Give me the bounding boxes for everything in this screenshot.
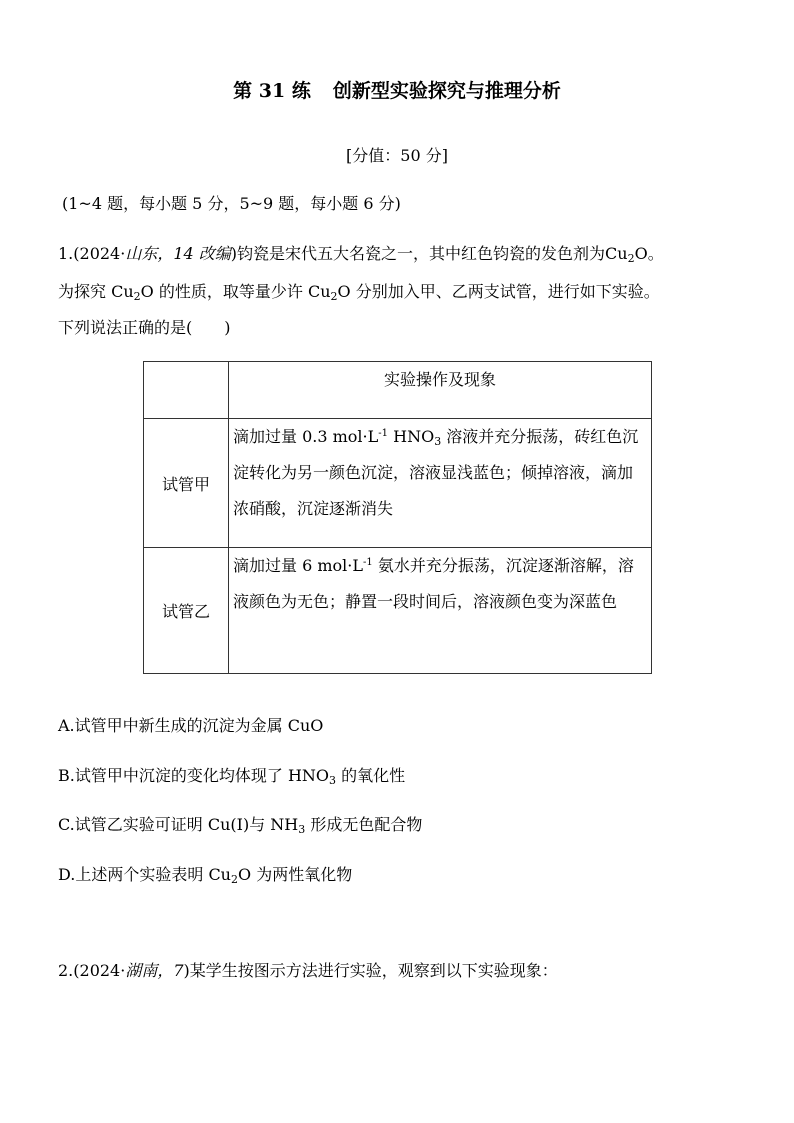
q2-source: 湖南，7 <box>125 961 184 980</box>
q1-line-3: 下列说法正确的是( ) <box>58 318 231 337</box>
table-row <box>144 548 652 674</box>
title-number: 第 31 练 <box>233 80 311 102</box>
title-text: 创新型实验探究与推理分析 <box>332 80 561 102</box>
q2-line-1: 2.(2024·湖南，7)某学生按图示方法进行实验，观察到以下实验现象： <box>58 961 558 980</box>
table-header-row <box>144 362 652 419</box>
table-header: 实验操作及现象 <box>229 362 652 419</box>
option-b: B.试管甲中沉淀的变化均体现了 $HNO_3$ 的氧化性 <box>58 766 406 787</box>
table-row <box>144 419 652 548</box>
option-d: D.上述两个实验表明 $Cu_2O$ 为两性氧化物 <box>58 865 353 886</box>
option-c: C.试管乙实验可证明 Cu(Ⅰ)与 $NH_3$ 形成无色配合物 <box>58 815 423 836</box>
row-label-tube-a: 试管甲 <box>144 419 229 548</box>
row-content-tube-b: 滴加过量 6 $mol\cdot L^{-1}$ 氨水并充分振荡，沉淀逐渐溶解，溶液颜色为无色；静置一段时间后，溶液颜色变为深蓝色 <box>229 548 652 674</box>
q1-line-1: 1.(2024·山东，14 改编)钧瓷是宋代五大名瓷之一，其中红色钧瓷的发色剂为$Cu_2O$。 <box>58 244 664 265</box>
table-header-empty <box>144 362 229 419</box>
option-a: A.试管甲中新生成的沉淀为金属 CuO <box>58 716 324 735</box>
q1-source: 山东，14 改编 <box>125 244 231 263</box>
page-title <box>0 76 794 103</box>
experiment-table <box>143 361 652 674</box>
row-content-tube-a: 滴加过量 0.3 $mol\cdot L^{-1}$ $HNO_3$ 溶液并充分振荡，砖红色沉淀转化为另一颜色沉淀，溶液显浅蓝色；倾掉溶液，滴加浓硝酸，沉淀逐渐消失 <box>229 419 652 548</box>
score-info: [分值：50 分] <box>346 146 448 165</box>
q1-line-2: 为探究 $Cu_2O$ 的性质，取等量少许 $Cu_2O$ 分别加入甲、乙两支试管，进行如下实验。 <box>58 282 660 303</box>
scoring-note: (1~4 题，每小题 5 分，5~9 题，每小题 6 分) <box>62 194 401 213</box>
row-label-tube-b: 试管乙 <box>144 548 229 674</box>
